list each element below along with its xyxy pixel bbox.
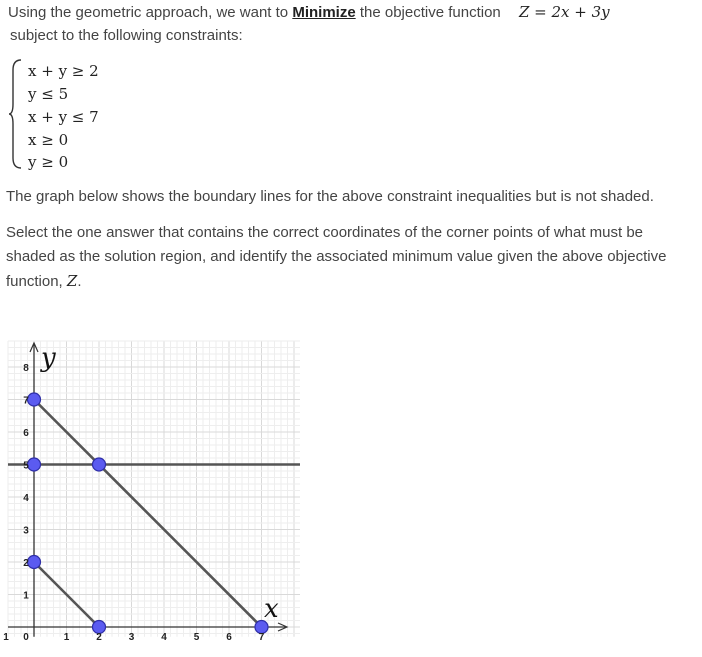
constraint-3: x + y ≤ 7: [28, 108, 99, 126]
x-tick-label: 6: [226, 632, 232, 643]
constraint-brace: [8, 58, 22, 170]
corner-point-4: [28, 556, 41, 569]
y-tick-label: 4: [23, 493, 29, 504]
x-axis-label: x: [264, 594, 279, 624]
corner-point-3: [93, 458, 106, 471]
objective-function: Z = 2x + 3y: [518, 3, 610, 21]
x-tick-label: 5: [193, 632, 200, 643]
y-tick-label: 7: [23, 395, 29, 407]
y-tick-label: 2: [23, 558, 29, 569]
x-tick-label: 2: [96, 632, 102, 643]
x-tick-label: 3: [128, 632, 135, 643]
x-tick-label: 4: [161, 632, 167, 643]
x-tick-label: 1: [3, 632, 9, 643]
y-tick-label: 5: [23, 460, 29, 472]
constraint-4: x ≥ 0: [28, 131, 69, 149]
constraint-graph: [0, 336, 300, 657]
x-tick-label: 1: [63, 632, 70, 643]
y-tick-label: 3: [23, 525, 29, 537]
x-tick-label: 7: [258, 632, 265, 643]
instruction-line-3-text: function,: [6, 273, 63, 290]
minimize-word: Minimize: [292, 4, 356, 21]
y-tick-label: 1: [23, 590, 29, 602]
instruction-period: .: [77, 273, 82, 290]
constraint-1: x + y ≥ 2: [28, 62, 99, 80]
intro-line: [8, 2, 610, 23]
instruction-line-1: Select the one answer that contains the correct coordinates of the corner points of what must be: [6, 224, 644, 241]
corner-point-2: [28, 458, 41, 471]
y-tick-label: 6: [23, 428, 29, 439]
intro-lead: Using the geometric approach, we want to: [8, 4, 289, 21]
y-axis-label: y: [41, 343, 56, 373]
y-tick-label: 8: [23, 363, 29, 374]
subject-line: subject to the following constraints:: [10, 27, 243, 44]
intro-after: the objective function: [359, 4, 501, 21]
instruction-line-2: shaded as the solution region, and identify the associated minimum value given the above objective: [6, 248, 667, 265]
graph-note: The graph below shows the boundary lines for the above constraint inequalities but is not shaded.: [6, 188, 654, 205]
constraint-2: y ≤ 5: [28, 85, 69, 103]
instruction-variable-z: Z: [66, 272, 78, 290]
instruction-line-3: [6, 271, 82, 292]
constraint-5: y ≥ 0: [28, 153, 69, 171]
boundary-line-1: [34, 400, 262, 628]
x-tick-label: 0: [23, 632, 29, 643]
corner-point-1: [28, 393, 41, 406]
